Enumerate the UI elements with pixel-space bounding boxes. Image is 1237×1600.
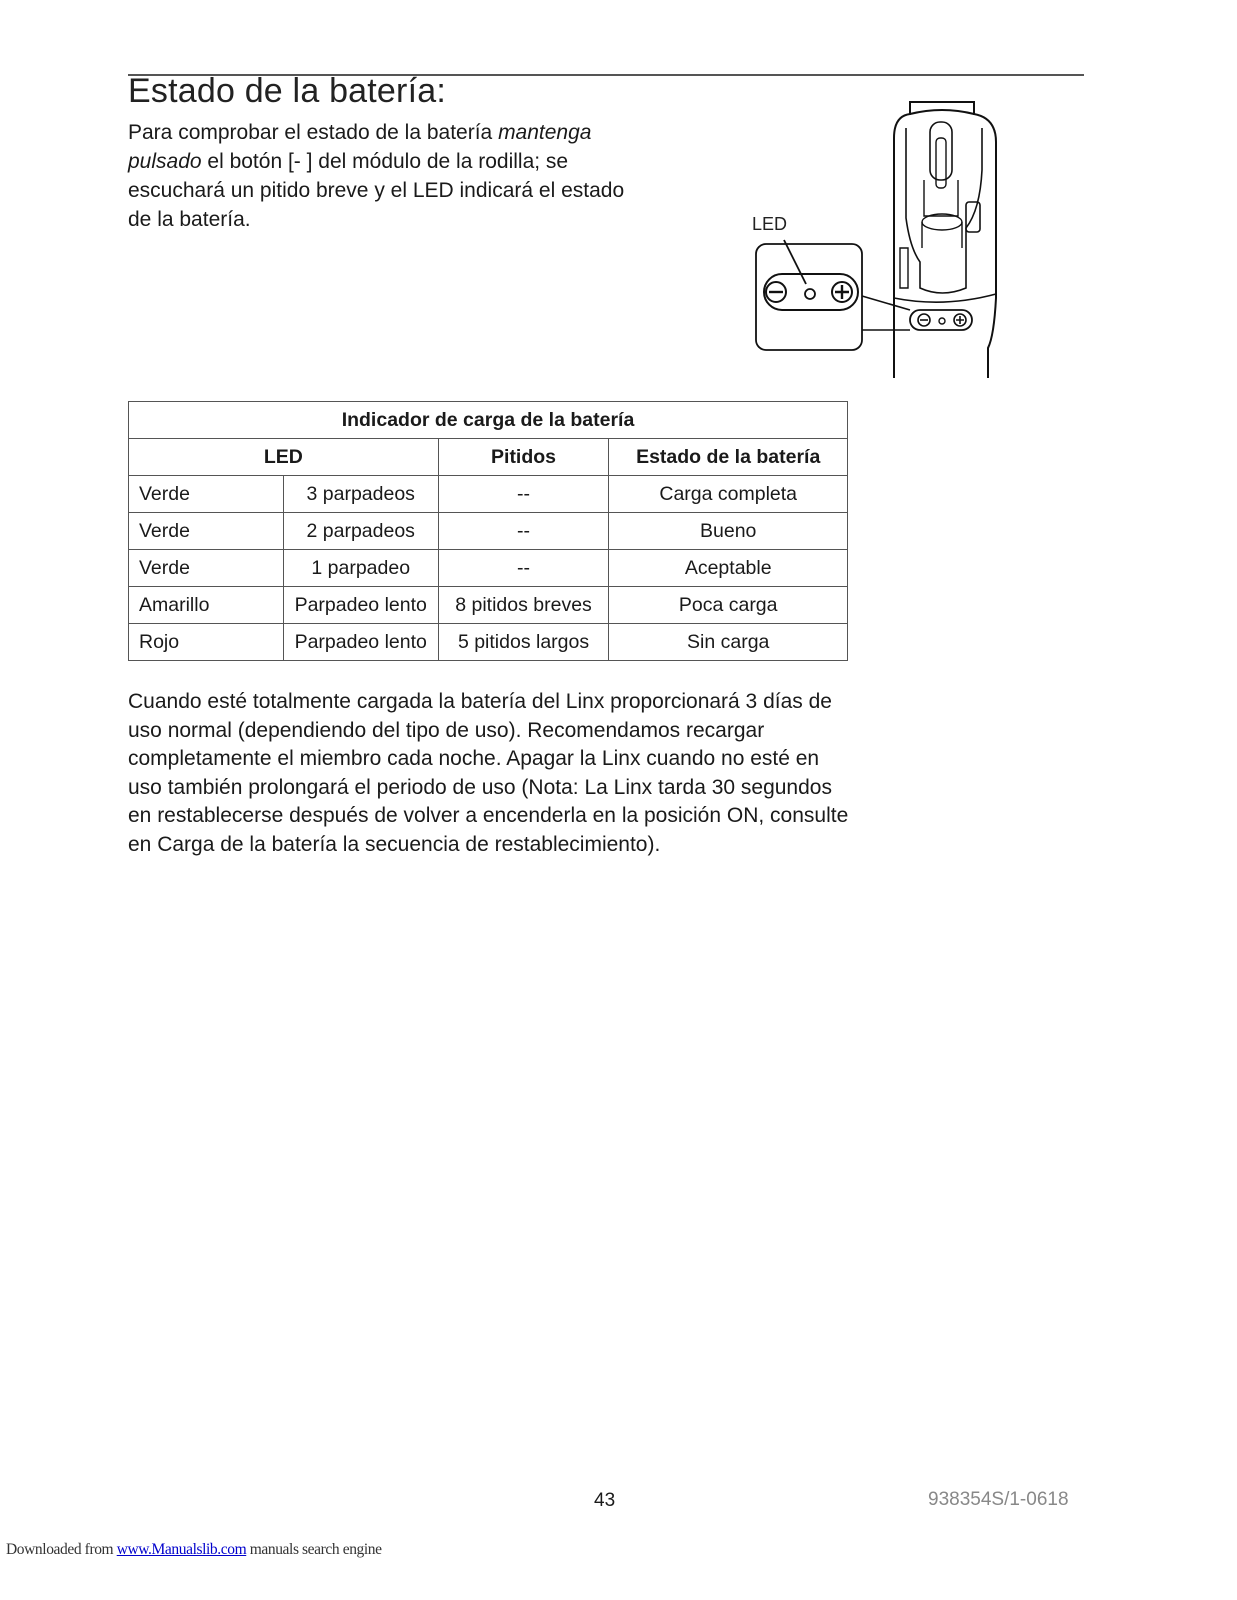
cell-beeps: 8 pitidos breves — [438, 587, 609, 624]
document-number: 938354S/1-0618 — [928, 1489, 1069, 1510]
table-row — [129, 587, 848, 624]
usage-paragraph: Cuando esté totalmente cargada la batería del Linx proporcionará 3 días de uso normal (dependiendo del tipo de uso). Recomendamos recargar completamente el miembro cada noche. Apagar la Linx cuando no esté en uso también prolongará el periodo de uso (Nota: La Linx tarda 30 segundos en restablecerse después de volver a encenderla en la posición ON, consulte en Carga de la batería la secuencia de restablecimiento). — [128, 690, 849, 856]
header-beeps: Pitidos — [438, 439, 609, 476]
table-row — [129, 624, 848, 661]
footer-prefix: Downloaded from — [6, 1541, 117, 1558]
cell-status: Bueno — [609, 513, 848, 550]
intro-paragraph — [128, 118, 628, 234]
cell-led-color: Verde — [129, 476, 284, 513]
cell-status: Sin carga — [609, 624, 848, 661]
cell-led-pattern: 2 parpadeos — [283, 513, 438, 550]
cell-led-color: Amarillo — [129, 587, 284, 624]
cell-led-color: Rojo — [129, 624, 284, 661]
cell-status: Carga completa — [609, 476, 848, 513]
cell-led-pattern: 1 parpadeo — [283, 550, 438, 587]
led-callout-label: LED — [752, 214, 788, 234]
footer-suffix: manuals search engine — [246, 1541, 382, 1558]
download-footer — [6, 1541, 382, 1559]
intro-text-post: el botón [- ] del módulo de la rodilla; se escuchará un pitido breve y el LED indicará el estado de la batería. — [128, 150, 625, 231]
cell-status: Poca carga — [609, 587, 848, 624]
cell-led-pattern: 3 parpadeos — [283, 476, 438, 513]
cell-led-pattern: Parpadeo lento — [283, 587, 438, 624]
cell-led-color: Verde — [129, 513, 284, 550]
cell-status: Aceptable — [609, 550, 848, 587]
table-caption: Indicador de carga de la batería — [129, 402, 848, 439]
cell-beeps: 5 pitidos largos — [438, 624, 609, 661]
cell-led-pattern: Parpadeo lento — [283, 624, 438, 661]
cell-beeps: -- — [438, 476, 609, 513]
knee-module-illustration — [748, 98, 1008, 382]
header-led: LED — [129, 439, 439, 476]
table-row — [129, 550, 848, 587]
table-row — [129, 476, 848, 513]
manualslib-link[interactable]: www.Manualslib.com — [116, 1541, 247, 1558]
cell-beeps: -- — [438, 550, 609, 587]
table-row — [129, 513, 848, 550]
intro-text-emphasis: mantenga pulsado — [128, 121, 592, 173]
page-number: 43 — [594, 1490, 616, 1511]
battery-indicator-table — [128, 401, 848, 661]
cell-beeps: -- — [438, 513, 609, 550]
header-status: Estado de la batería — [609, 439, 848, 476]
section-title: Estado de la batería: — [128, 72, 446, 110]
cell-led-color: Verde — [129, 550, 284, 587]
intro-text-pre: Para comprobar el estado de la batería — [128, 121, 499, 144]
